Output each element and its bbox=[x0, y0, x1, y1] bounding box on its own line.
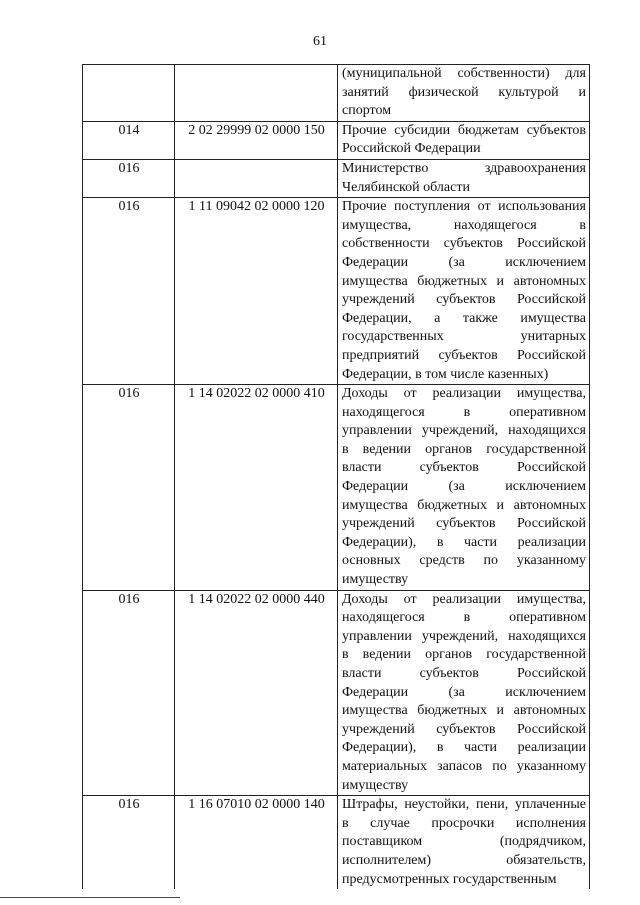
revenue-name-line: исполнителем) обязательств, bbox=[342, 852, 586, 868]
revenue-name-line: имущества бюджетных и автономных bbox=[342, 497, 586, 513]
revenue-name-line: управлении учреждений, находящихся bbox=[342, 423, 586, 439]
revenue-name-line: государственных унитарных bbox=[342, 329, 586, 345]
table-row bbox=[83, 65, 590, 122]
admin-code-cell: 016 bbox=[83, 198, 175, 385]
revenue-name-line: находящегося в оперативном bbox=[342, 610, 586, 626]
page-number: 61 bbox=[313, 34, 327, 49]
table-row bbox=[83, 796, 590, 889]
revenue-name-cell bbox=[338, 590, 590, 796]
revenue-name-line: имущества, находящегося в bbox=[342, 217, 586, 233]
revenue-name-cell bbox=[338, 198, 590, 385]
revenue-name-line: Федерации), в части реализации bbox=[342, 534, 586, 550]
admin-code-cell: 016 bbox=[83, 590, 175, 796]
revenue-name-line: учреждений субъектов Российской bbox=[342, 721, 586, 737]
table-row bbox=[83, 159, 590, 197]
revenue-code-cell: 1 16 07010 02 0000 140 bbox=[175, 796, 338, 889]
admin-code-cell: 016 bbox=[83, 385, 175, 591]
revenue-name-line: Министерство здравоохранения bbox=[342, 160, 586, 176]
revenue-name-line: Федерации (за исключением bbox=[342, 254, 586, 270]
revenue-name-line: Челябинской области bbox=[342, 179, 470, 195]
revenue-code-cell bbox=[175, 65, 338, 122]
admin-code-cell: 014 bbox=[83, 121, 175, 159]
revenue-name-line: поставщиком (подрядчиком, bbox=[342, 834, 586, 850]
revenue-code-cell: 2 02 29999 02 0000 150 bbox=[175, 121, 338, 159]
revenue-name-line: собственности субъектов Российской bbox=[342, 236, 586, 252]
revenue-name-line: материальных запасов по указанному bbox=[342, 758, 586, 774]
revenue-name-cell bbox=[338, 121, 590, 159]
admin-code-cell bbox=[83, 65, 175, 122]
revenue-name-line: основных средств по указанному bbox=[342, 553, 586, 569]
revenue-code-cell: 1 14 02022 02 0000 440 bbox=[175, 590, 338, 796]
revenue-name-line: Федерации (за исключением bbox=[342, 479, 586, 495]
revenue-name-cell bbox=[338, 65, 590, 122]
revenue-name-line: власти субъектов Российской bbox=[342, 460, 586, 476]
revenue-name-line: Федерации, а также имущества bbox=[342, 310, 586, 326]
revenue-name-line: имуществу bbox=[342, 777, 409, 793]
revenue-name-line: имущества бюджетных и автономных bbox=[342, 703, 586, 719]
revenue-code-cell: 1 14 02022 02 0000 410 bbox=[175, 385, 338, 591]
revenue-name-line: управлении учреждений, находящихся bbox=[342, 628, 586, 644]
admin-code-cell: 016 bbox=[83, 159, 175, 197]
revenue-name-line: (муниципальной собственности) для bbox=[342, 66, 586, 81]
revenue-name-line: в ведении органов государственной bbox=[342, 441, 586, 457]
revenue-name-line: власти субъектов Российской bbox=[342, 666, 586, 681]
revenue-name-line: занятий физической культурой и bbox=[342, 84, 586, 100]
revenue-name-line: Федерации, в том числе казенных) bbox=[342, 366, 549, 382]
revenue-name-line: Прочие поступления от использования bbox=[342, 199, 586, 215]
revenue-name-line: Федерации (за исключением bbox=[342, 684, 586, 700]
revenue-name-line: Штрафы, неустойки, пени, уплаченные bbox=[342, 797, 586, 813]
revenue-name-cell bbox=[338, 159, 590, 197]
admin-code-cell: 016 bbox=[83, 796, 175, 889]
budget-revenue-table bbox=[82, 64, 590, 889]
revenue-name-line: в случае просрочки исполнения bbox=[342, 815, 586, 831]
table-row bbox=[83, 121, 590, 159]
table-row bbox=[83, 590, 590, 796]
revenue-name-line: Российской Федерации bbox=[342, 141, 481, 157]
revenue-name-line: Федерации), в части реализации bbox=[342, 740, 586, 756]
revenue-name-line: Доходы от реализации имущества, bbox=[342, 386, 586, 402]
revenue-name-line: учреждений субъектов Российской bbox=[342, 516, 586, 532]
revenue-name-line: учреждений субъектов Российской bbox=[342, 292, 586, 308]
revenue-name-line: спортом bbox=[342, 103, 392, 119]
revenue-name-cell bbox=[338, 385, 590, 591]
table-row bbox=[83, 198, 590, 385]
revenue-name-cell bbox=[338, 796, 590, 889]
revenue-name-line: имуществу bbox=[342, 572, 409, 588]
footer-rule bbox=[0, 897, 180, 898]
revenue-name-line: Прочие субсидии бюджетам субъектов bbox=[342, 122, 586, 138]
revenue-code-cell bbox=[175, 159, 338, 197]
revenue-name-line: предусмотренных государственным bbox=[342, 871, 557, 887]
revenue-name-line: имущества бюджетных и автономных bbox=[342, 273, 586, 289]
revenue-code-cell: 1 11 09042 02 0000 120 bbox=[175, 198, 338, 385]
revenue-name-line: находящегося в оперативном bbox=[342, 404, 586, 420]
revenue-name-line: Доходы от реализации имущества, bbox=[342, 591, 586, 607]
table-row bbox=[83, 385, 590, 591]
revenue-name-line: предприятий субъектов Российской bbox=[342, 347, 586, 363]
revenue-name-line: в ведении органов государственной bbox=[342, 647, 586, 663]
